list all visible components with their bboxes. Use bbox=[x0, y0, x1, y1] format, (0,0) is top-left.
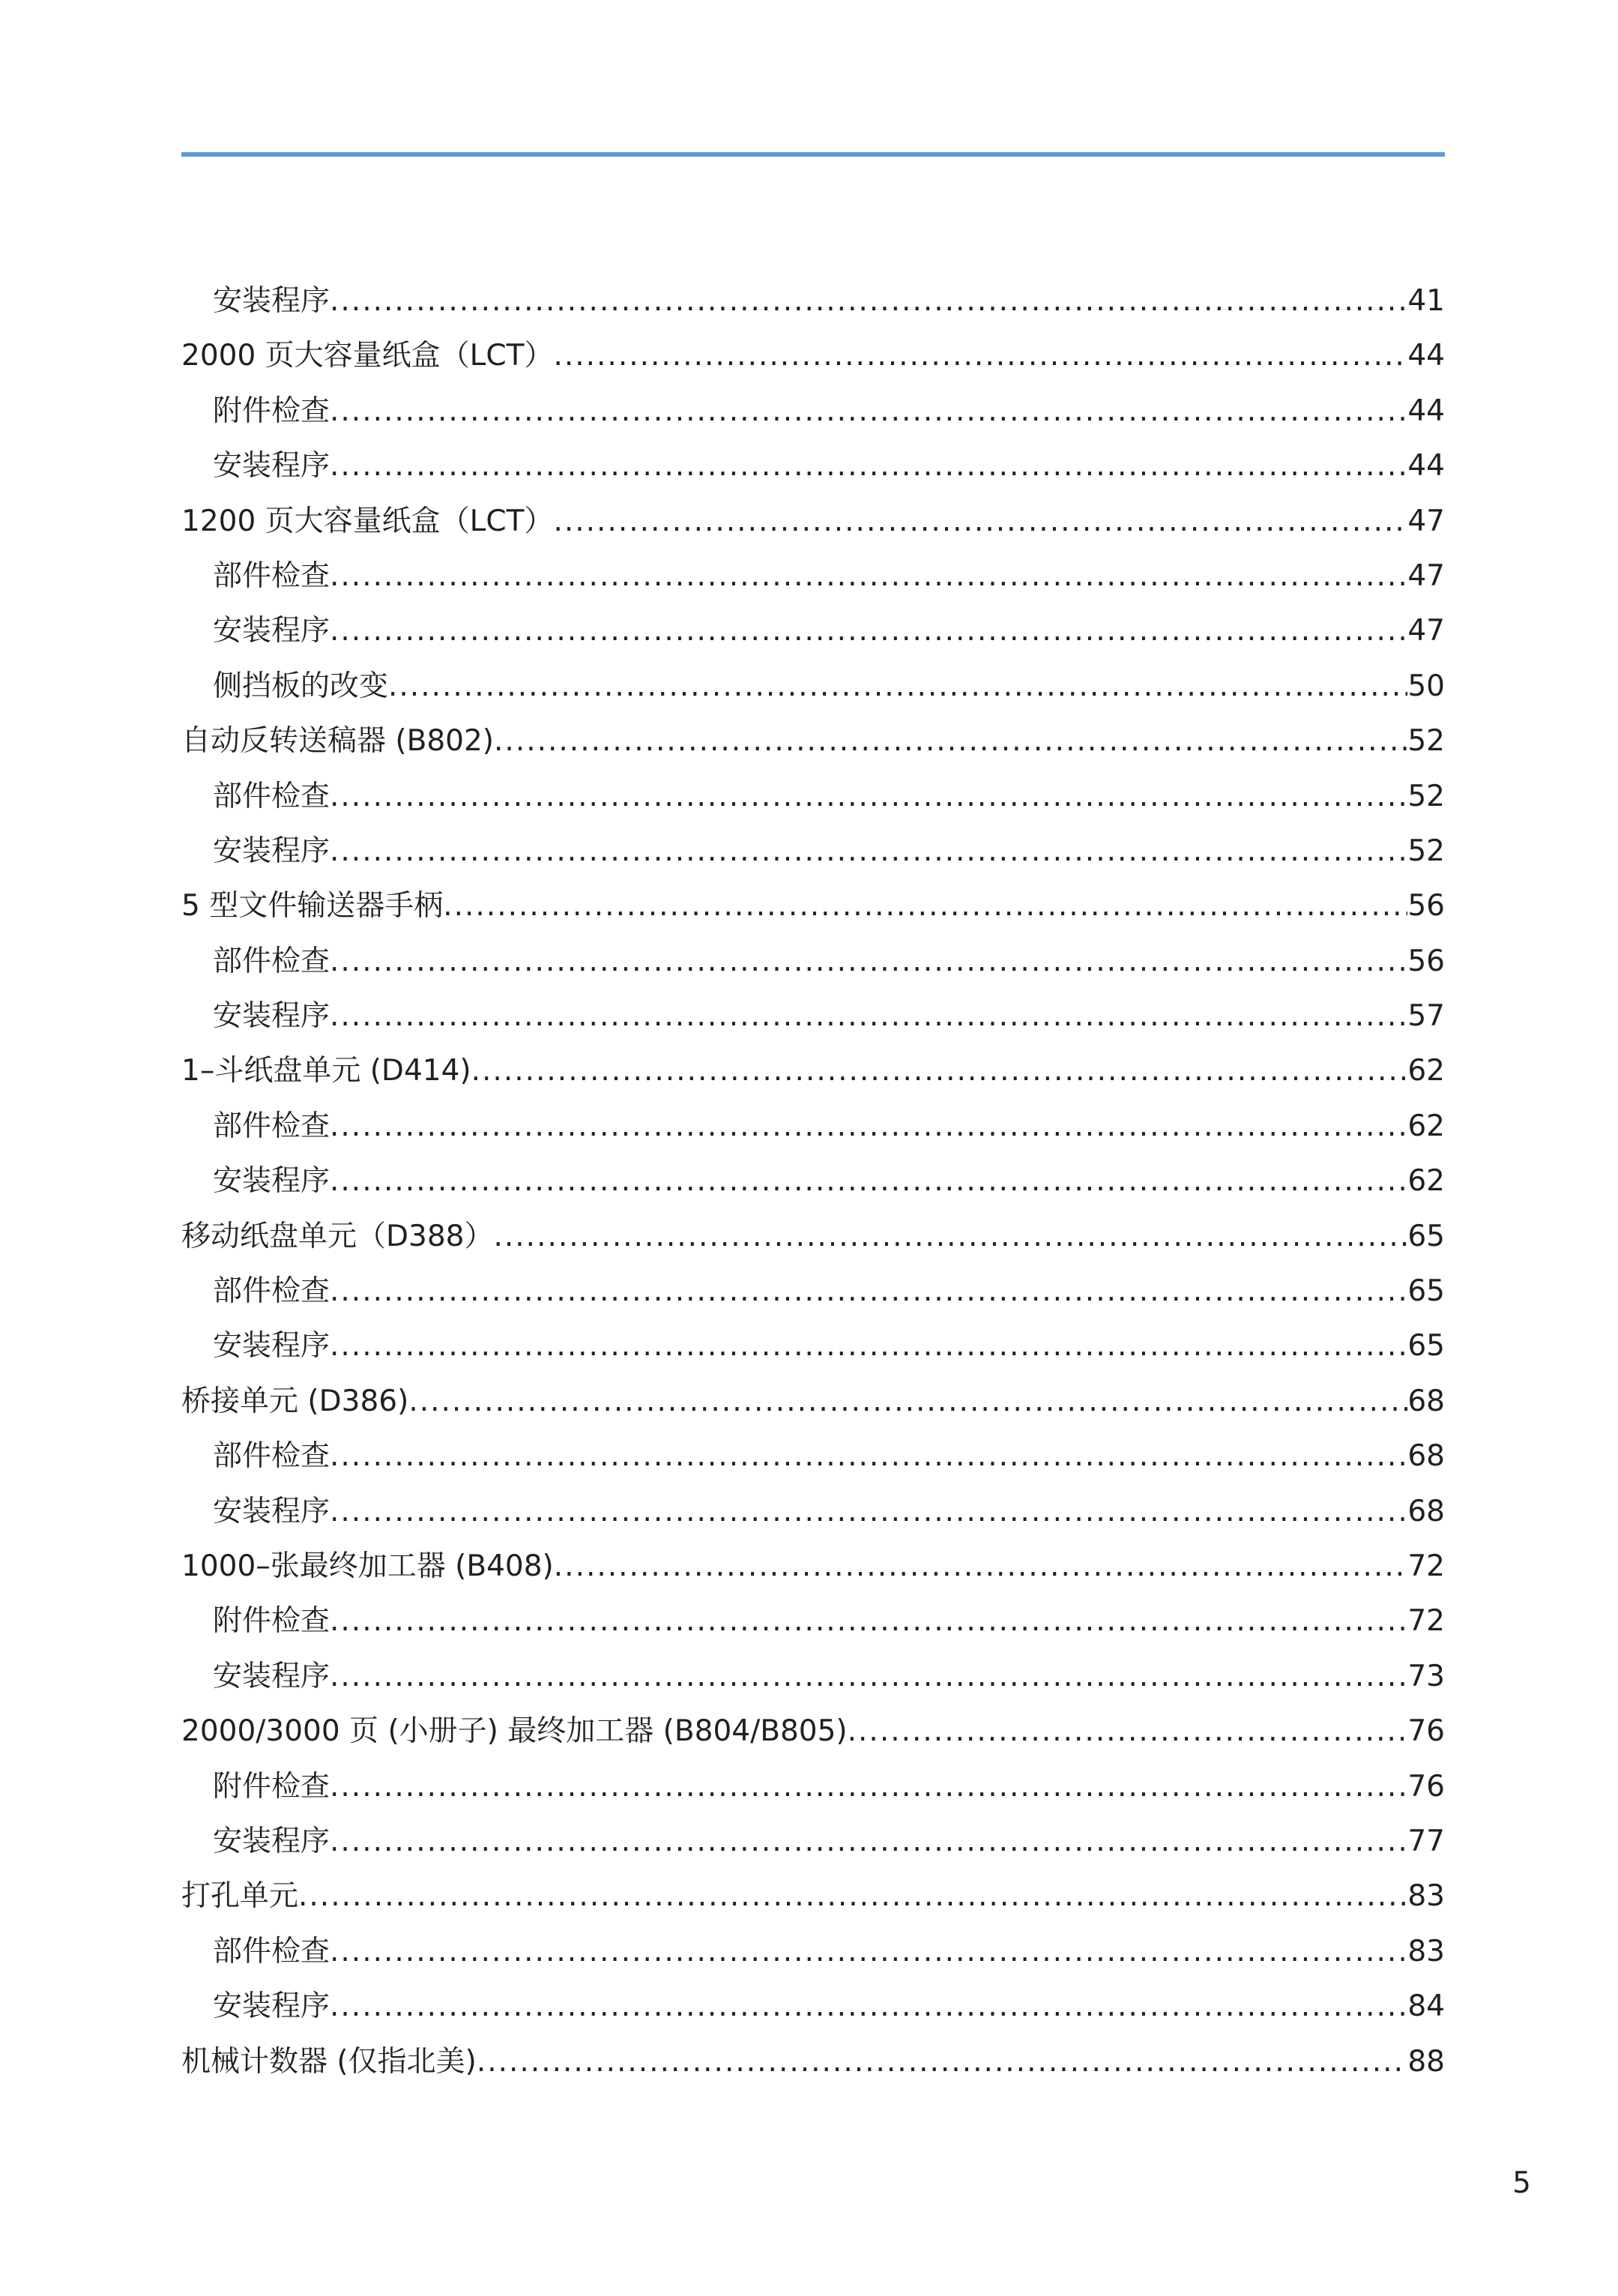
toc-entry-page: 47 bbox=[1407, 504, 1445, 538]
toc-entry[interactable] bbox=[181, 1924, 1445, 1979]
toc-entry-page: 62 bbox=[1407, 1054, 1445, 1088]
toc-entry[interactable] bbox=[181, 1594, 1445, 1648]
toc-entry-title: 侧挡板的改变 bbox=[213, 669, 389, 703]
toc-dot-leader bbox=[553, 328, 1407, 383]
toc-entry[interactable] bbox=[181, 1374, 1445, 1429]
toc-entry[interactable] bbox=[181, 1154, 1445, 1208]
toc-dot-leader bbox=[330, 1649, 1407, 1704]
toc-dot-leader bbox=[477, 2034, 1408, 2089]
toc-entry-page: 84 bbox=[1407, 1989, 1445, 2024]
toc-entry-page: 44 bbox=[1407, 394, 1445, 428]
toc-entry-title: 安装程序 bbox=[213, 999, 330, 1034]
page-number: 5 bbox=[1512, 2166, 1531, 2200]
toc-dot-leader bbox=[330, 1759, 1407, 1814]
toc-entry-title: 部件检查 bbox=[213, 558, 330, 593]
toc-entry[interactable] bbox=[181, 274, 1445, 328]
toc-entry[interactable] bbox=[181, 384, 1445, 439]
toc-entry-page: 47 bbox=[1407, 558, 1445, 593]
toc-entry-title: 安装程序 bbox=[213, 1329, 330, 1364]
toc-dot-leader bbox=[493, 1209, 1407, 1264]
toc-entry-page: 83 bbox=[1407, 1879, 1445, 1914]
toc-entry-page: 83 bbox=[1407, 1934, 1445, 1968]
toc-entry-title: 移动纸盘单元（D388） bbox=[181, 1219, 494, 1253]
toc-dot-leader bbox=[494, 714, 1407, 768]
toc-entry[interactable] bbox=[181, 2034, 1445, 2089]
toc-entry-title: 安装程序 bbox=[213, 1659, 330, 1693]
toc-entry[interactable] bbox=[181, 1209, 1445, 1264]
toc-entry[interactable] bbox=[181, 1099, 1445, 1154]
toc-entry-title: 1200 页大容量纸盒（LCT） bbox=[181, 504, 554, 538]
toc-entry-page: 73 bbox=[1407, 1659, 1445, 1693]
toc-entry-title: 机械计数器 (仅指北美) bbox=[181, 2044, 477, 2079]
toc-entry[interactable] bbox=[181, 1264, 1445, 1319]
toc-entry-page: 44 bbox=[1407, 449, 1445, 483]
toc-entry-title: 附件检查 bbox=[213, 1769, 330, 1804]
toc-entry-page: 44 bbox=[1407, 339, 1445, 373]
toc-dot-leader bbox=[848, 1704, 1408, 1759]
toc-dot-leader bbox=[443, 879, 1407, 933]
toc-entry-title: 安装程序 bbox=[213, 284, 330, 318]
toc-entry-title: 5 型文件输送器手柄 bbox=[181, 889, 444, 923]
toc-entry-title: 1000–张最终加工器 (B408) bbox=[181, 1549, 554, 1583]
toc-entry[interactable] bbox=[181, 1704, 1445, 1759]
toc-dot-leader bbox=[330, 439, 1407, 493]
toc-dot-leader bbox=[330, 989, 1407, 1043]
toc-entry-title: 附件检查 bbox=[213, 394, 330, 428]
toc-dot-leader bbox=[330, 603, 1407, 658]
toc-entry-title: 附件检查 bbox=[213, 1604, 330, 1639]
toc-dot-leader bbox=[330, 1154, 1407, 1208]
toc-entry-page: 57 bbox=[1407, 999, 1445, 1034]
toc-dot-leader bbox=[330, 1264, 1407, 1319]
toc-entry[interactable] bbox=[181, 1869, 1445, 1923]
toc-dot-leader bbox=[330, 1979, 1407, 2034]
toc-entry[interactable] bbox=[181, 1649, 1445, 1704]
toc-entry-page: 68 bbox=[1407, 1439, 1445, 1474]
toc-dot-leader bbox=[330, 824, 1407, 879]
toc-entry-title: 安装程序 bbox=[213, 834, 330, 868]
toc-entry[interactable] bbox=[181, 659, 1445, 714]
toc-entry[interactable] bbox=[181, 1539, 1445, 1594]
toc-entry-title: 部件检查 bbox=[213, 1934, 330, 1968]
toc-dot-leader bbox=[330, 1429, 1407, 1483]
table-of-contents bbox=[181, 274, 1445, 2089]
toc-entry-title: 安装程序 bbox=[213, 1989, 330, 2024]
toc-entry-title: 安装程序 bbox=[213, 614, 330, 648]
toc-dot-leader bbox=[408, 1374, 1407, 1429]
toc-dot-leader bbox=[330, 1814, 1407, 1869]
toc-dot-leader bbox=[471, 1043, 1408, 1098]
toc-dot-leader bbox=[330, 549, 1407, 603]
toc-entry[interactable] bbox=[181, 824, 1445, 879]
toc-dot-leader bbox=[330, 1319, 1407, 1373]
header-rule bbox=[181, 152, 1445, 157]
toc-entry-title: 1–斗纸盘单元 (D414) bbox=[181, 1054, 471, 1088]
toc-entry-page: 72 bbox=[1407, 1604, 1445, 1639]
toc-entry-title: 部件检查 bbox=[213, 944, 330, 978]
toc-entry-page: 65 bbox=[1407, 1274, 1445, 1309]
toc-entry-page: 88 bbox=[1407, 2044, 1445, 2079]
toc-entry[interactable] bbox=[181, 328, 1445, 383]
toc-dot-leader bbox=[298, 1869, 1407, 1923]
toc-entry-page: 65 bbox=[1407, 1219, 1445, 1253]
toc-dot-leader bbox=[330, 384, 1407, 439]
toc-entry-page: 56 bbox=[1407, 889, 1445, 923]
toc-entry-title: 部件检查 bbox=[213, 1439, 330, 1474]
toc-dot-leader bbox=[554, 1539, 1408, 1594]
toc-entry[interactable] bbox=[181, 549, 1445, 603]
toc-entry-title: 部件检查 bbox=[213, 1274, 330, 1309]
toc-entry-title: 自动反转送稿器 (B802) bbox=[181, 724, 495, 759]
toc-dot-leader bbox=[388, 659, 1407, 714]
toc-entry[interactable] bbox=[181, 1043, 1445, 1098]
toc-dot-leader bbox=[330, 1099, 1407, 1154]
toc-entry[interactable] bbox=[181, 1429, 1445, 1483]
toc-entry-page: 76 bbox=[1407, 1769, 1445, 1804]
toc-entry-title: 安装程序 bbox=[213, 1164, 330, 1199]
toc-entry-title: 安装程序 bbox=[213, 1494, 330, 1528]
toc-entry-page: 52 bbox=[1407, 779, 1445, 813]
toc-entry-page: 62 bbox=[1407, 1109, 1445, 1143]
toc-entry[interactable] bbox=[181, 879, 1445, 933]
toc-dot-leader bbox=[330, 769, 1407, 824]
toc-entry-page: 52 bbox=[1407, 834, 1445, 868]
toc-entry-title: 2000 页大容量纸盒（LCT） bbox=[181, 339, 554, 373]
toc-entry[interactable] bbox=[181, 1979, 1445, 2034]
toc-dot-leader bbox=[330, 1484, 1407, 1539]
toc-entry-title: 桥接单元 (D386) bbox=[181, 1384, 409, 1418]
toc-entry[interactable] bbox=[181, 989, 1445, 1043]
toc-entry[interactable] bbox=[181, 603, 1445, 658]
toc-entry-title: 部件检查 bbox=[213, 779, 330, 813]
toc-entry-page: 47 bbox=[1407, 614, 1445, 648]
toc-entry-page: 62 bbox=[1407, 1164, 1445, 1199]
toc-dot-leader bbox=[330, 1594, 1407, 1648]
toc-entry-page: 77 bbox=[1407, 1824, 1445, 1858]
toc-entry-page: 72 bbox=[1407, 1549, 1445, 1583]
toc-entry-page: 56 bbox=[1407, 944, 1445, 978]
toc-entry-page: 50 bbox=[1407, 669, 1445, 703]
toc-entry[interactable] bbox=[181, 714, 1445, 768]
toc-dot-leader bbox=[330, 1924, 1407, 1979]
toc-entry[interactable] bbox=[181, 769, 1445, 824]
toc-entry-page: 68 bbox=[1407, 1384, 1445, 1418]
toc-entry-page: 65 bbox=[1407, 1329, 1445, 1364]
toc-entry[interactable] bbox=[181, 1759, 1445, 1814]
toc-entry[interactable] bbox=[181, 439, 1445, 493]
toc-entry[interactable] bbox=[181, 1814, 1445, 1869]
toc-entry[interactable] bbox=[181, 934, 1445, 989]
toc-entry-title: 部件检查 bbox=[213, 1109, 330, 1143]
toc-entry-page: 41 bbox=[1407, 284, 1445, 318]
toc-entry-page: 76 bbox=[1407, 1714, 1445, 1749]
toc-entry-page: 52 bbox=[1407, 724, 1445, 759]
toc-entry-title: 安装程序 bbox=[213, 1824, 330, 1858]
toc-dot-leader bbox=[330, 934, 1407, 989]
toc-dot-leader bbox=[330, 274, 1407, 328]
toc-entry-title: 打孔单元 bbox=[181, 1879, 299, 1914]
toc-entry-title: 安装程序 bbox=[213, 449, 330, 483]
toc-entry-page: 68 bbox=[1407, 1494, 1445, 1528]
toc-entry[interactable] bbox=[181, 1319, 1445, 1373]
toc-entry[interactable] bbox=[181, 1484, 1445, 1539]
toc-entry[interactable] bbox=[181, 494, 1445, 549]
toc-dot-leader bbox=[553, 494, 1407, 549]
toc-entry-title: 2000/3000 页 (小册子) 最终加工器 (B804/B805) bbox=[181, 1714, 848, 1749]
